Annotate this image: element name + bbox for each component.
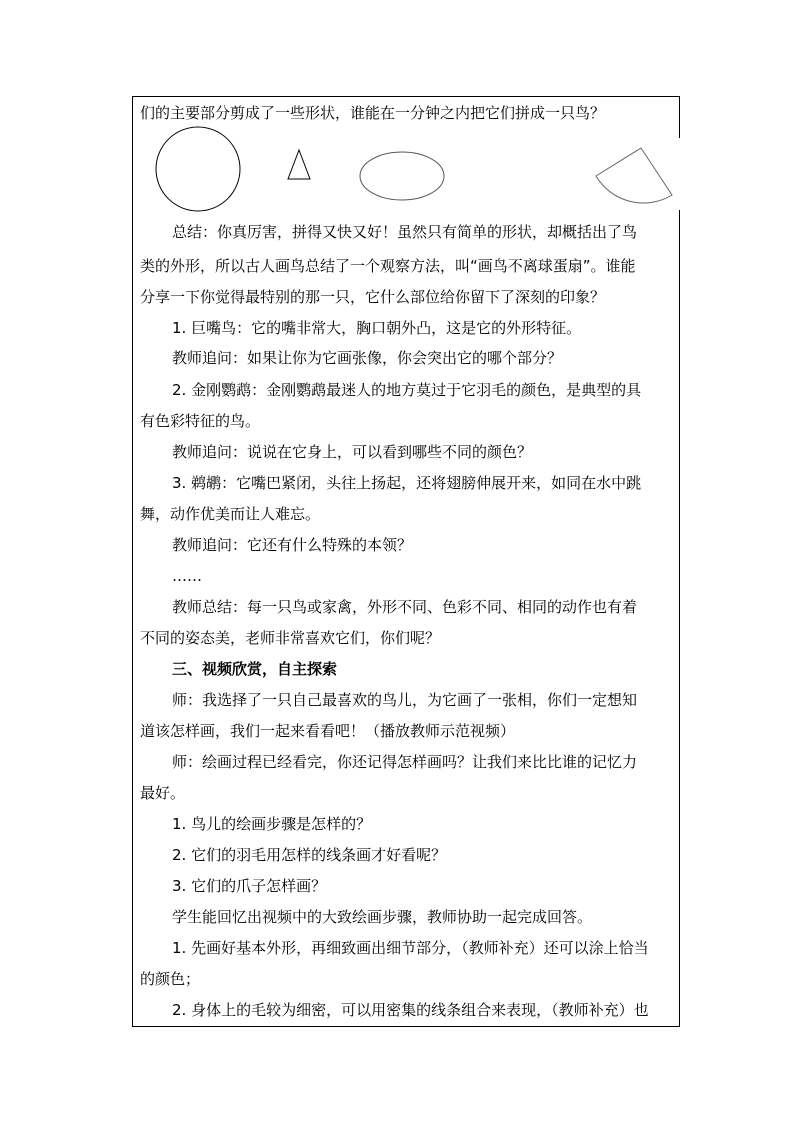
pelican-item-line-2: 舞，动作优美而让人难忘。 [140,505,321,523]
answer-item-2-line-1: 2. 身体上的毛较为细密，可以用密集的线条组合来表现，（教师补充）也 [172,1001,649,1019]
teacher-summary-line-1: 教师总结：每一只鸟或家禽，外形不同、色彩不同、相同的动作也有着 [172,598,638,616]
macaw-item-line-1: 2. 金刚鹦鹉：金刚鹦鹉最迷人的地方莫过于它羽毛的颜色，是典型的具 [172,381,642,399]
triangle-shape [288,150,310,179]
question-item-3: 3. 它们的爪子怎样画？ [172,877,327,895]
fan-shape [596,148,672,203]
summary-line-3: 分享一下你觉得最特别的那一只，它什么部位给你留下了深刻的印象？ [140,288,606,306]
teacher-question-3: 教师追问：它还有什么特殊的本领？ [172,536,413,554]
summary-line-1: 总结：你真厉害，拼得又快又好！虽然只有简单的形状，却概括出了鸟 [172,223,638,241]
teacher-summary-line-2: 不同的姿态美，老师非常喜欢它们，你们呢？ [140,629,441,647]
ellipsis: …… [172,567,202,585]
oval-shape [360,152,444,200]
section-heading: 三、视频欣赏，自主探索 [172,660,338,678]
shapes-row [150,124,690,214]
teacher-speech-2-line-1: 师：绘画过程已经看完，你还记得怎样画吗？让我们来比比谁的记忆力 [172,753,638,771]
teacher-speech-2-line-2: 最好。 [140,784,186,802]
question-item-1: 1. 鸟儿的绘画步骤是怎样的？ [172,815,372,833]
answer-item-1-line-1: 1. 先画好基本外形，再细致画出细节部分，（教师补充）还可以涂上恰当 [172,939,649,957]
text-line-intro: 们的主要部分剪成了一些形状，谁能在一分钟之内把它们拼成一只鸟？ [140,104,606,122]
teacher-question-2: 教师追问：说说在它身上，可以看到哪些不同的颜色？ [172,443,533,461]
table-right-border-lower [679,210,680,1027]
summary-line-2: 类的外形，所以古人画鸟总结了一个观察方法，叫“画鸟不离球蛋扇”。谁能 [140,257,636,275]
teacher-question-1: 教师追问：如果让你为它画张像，你会突出它的哪个部分？ [172,349,563,367]
teacher-speech-1-line-2: 道该怎样画，我们一起来看看吧！（播放教师示范视频） [140,722,516,740]
pelican-item-line-1: 3. 鹈鹕：它嘴巴紧闭，头往上扬起，还将翅膀伸展开来，如同在水中跳 [172,474,642,492]
student-recall-line: 学生能回忆出视频中的大致绘画步骤，教师协助一起完成回答。 [172,908,593,926]
question-item-2: 2. 它们的羽毛用怎样的线条画才好看呢？ [172,846,447,864]
table-top-border [132,96,680,97]
toucan-item: 1. 巨嘴鸟：它的嘴非常大，胸口朝外凸，这是它的外形特征。 [172,319,582,337]
macaw-item-line-2: 有色彩特征的鸟。 [140,412,261,430]
answer-item-1-line-2: 的颜色； [140,970,201,988]
circle-shape [156,127,240,211]
teacher-speech-1-line-1: 师：我选择了一只自己最喜欢的鸟儿，为它画了一张相，你们一定想知 [172,691,638,709]
